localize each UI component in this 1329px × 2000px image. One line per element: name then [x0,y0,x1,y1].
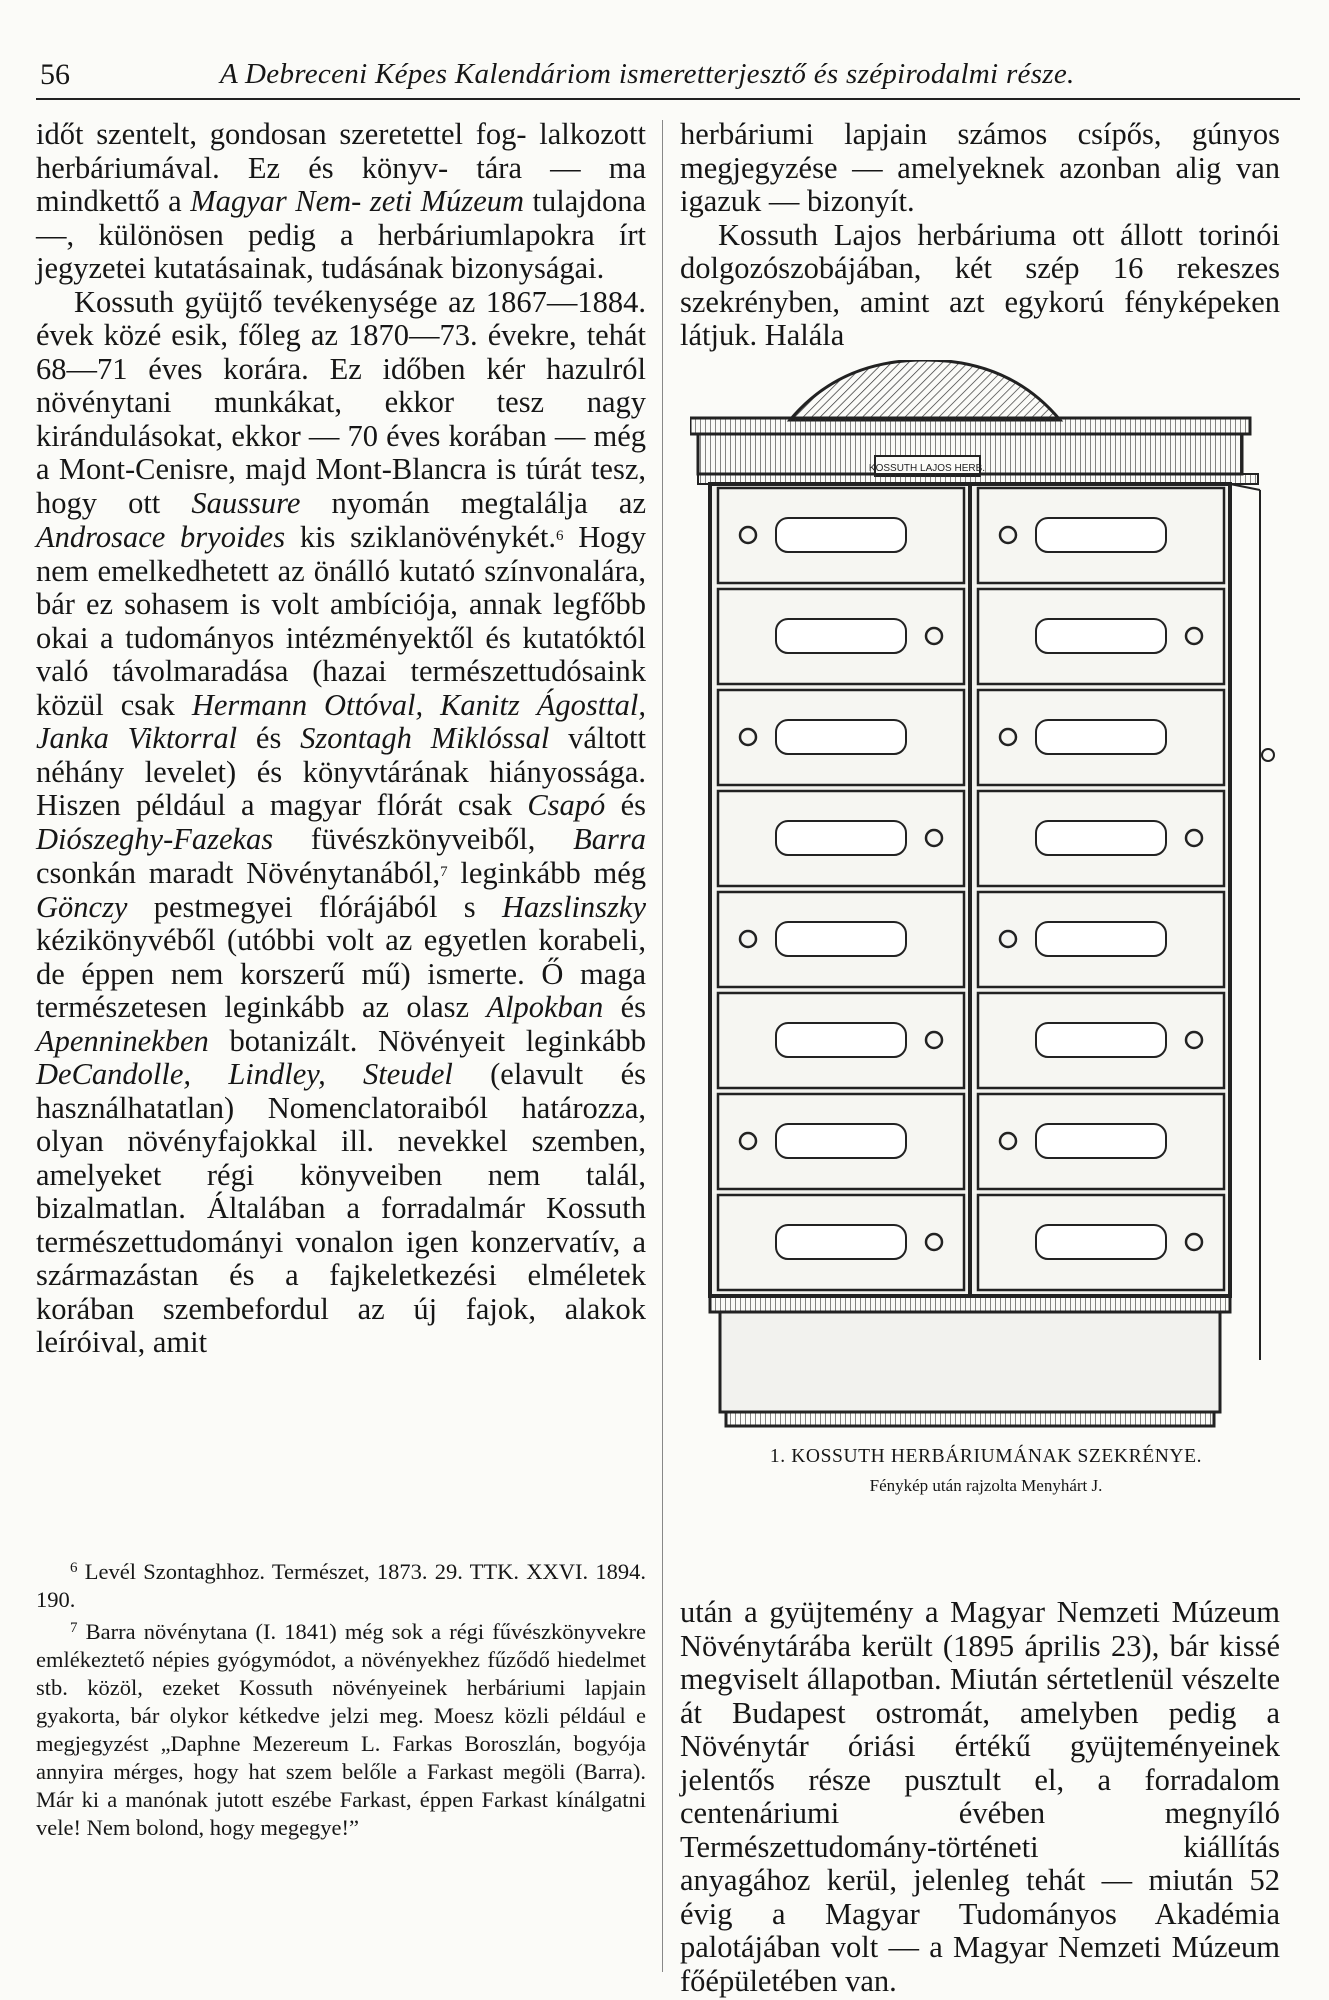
figure-credit: Fénykép után rajzolta Menyhárt J. [869,1476,1103,1495]
drawer-label-frame [1036,1225,1166,1259]
page-header [36,52,1300,100]
drawer-label-frame [776,518,906,552]
cabinet-base [720,1312,1220,1412]
page-number: 56 [40,58,70,91]
right-column-bottom [680,1596,1280,1998]
drawer-label-frame [1036,1124,1166,1158]
drawer-label-frame [776,720,906,754]
herbarium-cabinet-illustration [690,360,1280,1440]
cabinet-crest [790,360,1060,420]
footnotes [36,1554,646,1842]
left-paragraph-2: Kossuth gyüjtő tevékenysége az 1867—1884. évek közé esik, főleg az 1870—73. évekre, tehát 68—71 éves korára. Ez időben kér hazulról növénytani munkákat, ekkor tesz nagy kirándulásokat, ekkor — 70 éves korában — még a Mont-Cenisre, majd Mont-Blancra is túrát tesz, hogy ott Saussure nyomán megtalálja az Androsace bryoides kis sziklanövénykét.$^6$ Hogy nem emelkedhetett az önálló kutató színvonalára, bár ez sohasem is volt ambíciója, annak legfőbb okai a tudományos intézményektől és kutatóktól való távolmaradása (hazai természettudósaink közül csak Hermann Ottóval, Kanitz Ágosttal, Janka Viktorral és Szontagh Miklóssal váltott néhány levelet) és könyvtárának hiányossága. Hiszen például a magyar flórát csak Csapó és Diószeghy-Fazekas füvészkönyveiből, Barra csonkán maradt Növénytanából,$^7$ leginkább még Gönczy pestmegyei flórájából s Hazslinszky kézikönyvéből (utóbbi volt az egyetlen korabeli, de éppen nem korszerű mű) ismerte. Ő maga természetesen leginkább az olasz Alpokban és Apenninekben botanizált. Növényeit leginkább DeCandolle, Lindley, Steudel (elavult és használhatatlan) Nomenclatoraiból határozza, olyan növényfajokkal ill. nevekkel szemben, amelyeket régi könyveiben nem talál, bizalmatlan. Általában a forradalmár Kossuth természettudományi vonalon igen konzervatív, a származástan és a fajkeletkezési elméletek korában szembefordul az új fajok, alakok leíróival, amit [36,284,647,1359]
column-divider [662,120,663,1972]
cabinet-drawing [690,360,1280,1440]
drawer-label-frame [776,922,906,956]
drawer-label-frame [776,1124,906,1158]
drawer-label-frame [776,619,906,653]
left-paragraph-1: időt szentelt, gondosan szeretettel fog- lalkozott herbáriumával. Ez és könyv- tára — ma mindkettő a Magyar Nem- zeti Múzeum tulajdona —, különösen pedig a herbáriumlapokra írt jegyzetei kutatásainak, tudásának bizonyságai. [36,117,647,285]
drawer-label-frame [1036,720,1166,754]
drawer-label-frame [1036,518,1166,552]
right-paragraph-2: Kossuth Lajos herbáriuma ott állott torinói dolgozószobájában, két szép 16 rekeszes szekrényben, amint azt egykorú fényképeken látjuk. Halála [680,217,1280,352]
footnote-ref-7[interactable]: 7 [440,864,448,880]
drawer-label-frame [1036,1023,1166,1057]
right-column-top [680,118,1280,353]
drawer-label-frame [1036,821,1166,855]
drawer-label-frame [776,1225,906,1259]
footnote-7: $^7$ Barra növénytana (I. 1841) még sok a régi fűvészkönyvekre emlékeztető népies gyógymódot, a növényekhez fűződő hiedelmet stb. közöl, ezeket Kossuth növényeinek herbáriumi lapjain gyakorta, bár olykor kétkedve jelzi meg. Moesz közli például e megjegyzést „Daphne Mezereum L. Farkas Boroszlán, bogyója annyira mérges, hogy hat szem belőle a Farkast megöli (Barra). Már ki a manónak jutott eszébe Farkast, éppen Farkast kínálgatni vele! Nem bolond, hogy megegye!” [36,1619,646,1840]
drawer-label-frame [776,1023,906,1057]
drawer-label-frame [1036,922,1166,956]
figure-caption: 1. KOSSUTH HERBÁRIUMÁNAK SZEKRÉNYE. [769,1446,1203,1467]
footnote-ref-6[interactable]: 6 [555,528,564,544]
drawer-label-frame [776,821,906,855]
cabinet-label: KOSSUTH LAJOS HERB. [868,463,986,474]
cabinet-plinth [710,1296,1230,1312]
left-column [36,118,646,1360]
footnote-6: $^6$ Levél Szontaghhoz. Természet, 1873. 29. TTK. XXVI. 1894. 190. [36,1559,646,1612]
right-paragraph-3: után a gyüjtemény a Magyar Nemzeti Múzeum Növénytárába került (1895 április 23), bár kissé megviselt állapotban. Miután sértetlenül vészelte át Budapest ostromát, amelyben pedig a Növénytár óriási értékű gyüjteményeinek jelentős része pusztult el, a forradalom centenáriumi évében megnyíló Természettudomány-történeti kiállítás anyagához kerül, jelenleg tehát — miután 52 évig a Magyar Tudományos Akadémia palotájában volt — a Magyar Nemzeti Múzeum főépületében van. [680,1595,1280,1998]
cornice-top [690,418,1250,434]
drawer-label-frame [1036,619,1166,653]
side-knob [1262,749,1274,761]
right-paragraph-1: herbáriumi lapjain számos csípős, gúnyos megjegyzése — amelyeknek azonban alig van igazuk — bizonyít. [680,117,1280,218]
running-title: A Debreceni Képes Kalendáriom ismeretterjesztő és szépirodalmi része. [220,58,1075,90]
